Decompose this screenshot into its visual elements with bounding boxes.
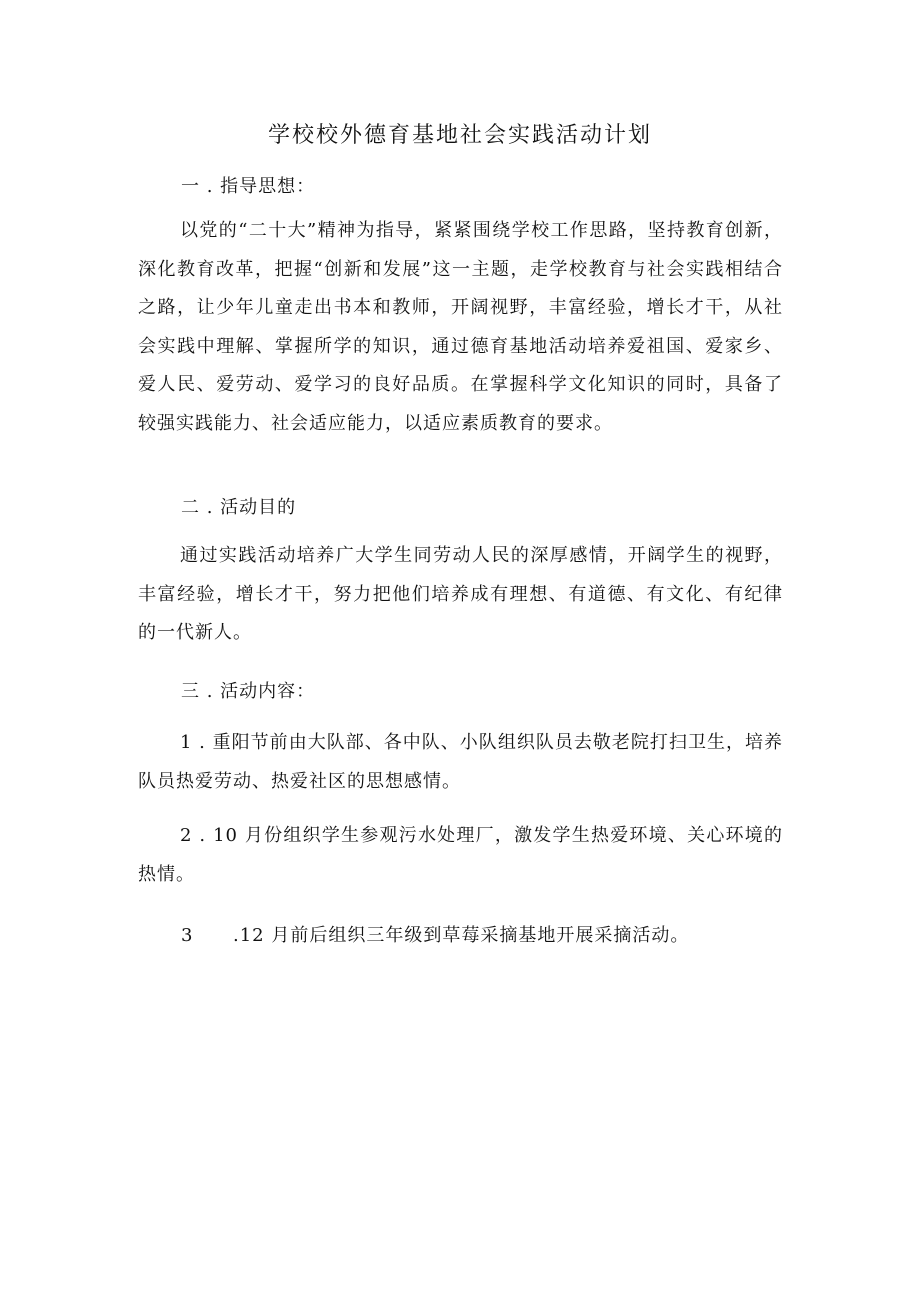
section-body-activity-purpose: 通过实践活动培养广大学生同劳动人民的深厚感情，开阔学生的视野，丰富经验，增长才干，努力把他们培养成有理想、有道德、有文化、有纪律的一代新人。 xyxy=(138,545,783,643)
section-heading-guiding-thought: 一 . 指导思想： xyxy=(181,176,316,197)
activity-item-3-number: 3 xyxy=(181,925,194,946)
section-heading-activity-purpose: 二 . 活动目的 xyxy=(181,497,297,518)
document-title: 学校校外德育基地社会实践活动计划 xyxy=(267,123,652,148)
section-body-guiding-thought: 以党的“二十大”精神为指导，紧紧围绕学校工作思路，坚持教育创新，深化教育改革，把握“创新和发展”这一主题，走学校教育与社会实践相结合之路，让少年儿童走出书本和教师，开阔视野，丰富经验，增长才干，从社会实践中理解、掌握所学的知识，通过德育基地活动培养爱祖国、爱家乡、爱人民、爱劳动、爱学习的良好品质。在掌握科学文化知识的同时，具备了较强实践能力、社会适应能力，以适应素质教育的要求。 xyxy=(138,220,783,434)
activity-item-3-text: .12 月前后组织三年级到草莓采摘基地开展采摘活动。 xyxy=(233,925,690,946)
activity-item-3 xyxy=(181,921,689,951)
section-heading-activity-content: 三 . 活动内容： xyxy=(181,681,316,702)
activity-item-2: 2 . 10 月份组织学生参观污水处理厂，激发学生热爱环境、关心环境的热情。 xyxy=(138,825,783,885)
activity-item-1: 1 . 重阳节前由大队部、各中队、小队组织队员去敬老院打扫卫生，培养队员热爱劳动、热爱社区的思想感情。 xyxy=(138,732,783,792)
